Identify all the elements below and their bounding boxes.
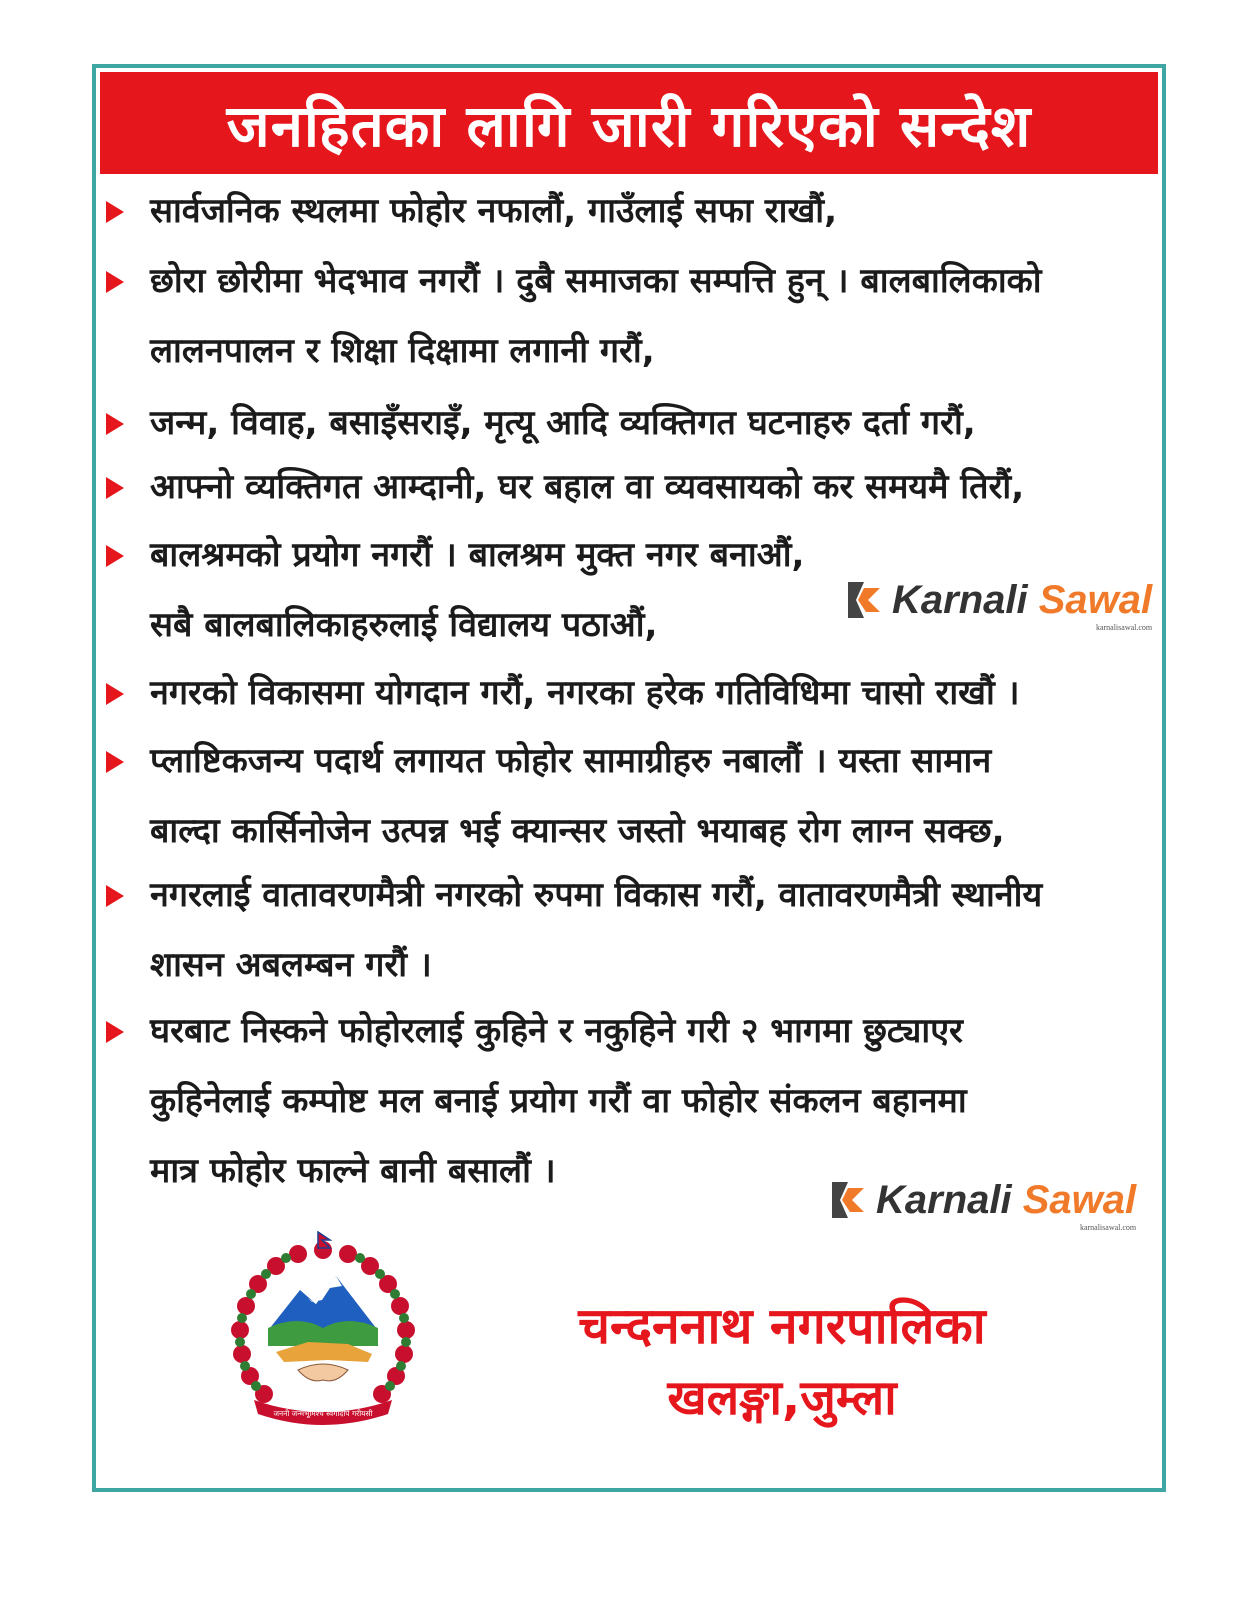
red-triangle-bullet-icon	[106, 545, 124, 567]
municipality-location: खलङ्गा,जुम्ला	[667, 1370, 897, 1426]
brand-karnali: Karnali	[892, 578, 1028, 622]
red-triangle-bullet-icon	[106, 413, 124, 435]
brand-karnali: Karnali	[876, 1178, 1012, 1222]
red-triangle-bullet-icon	[106, 885, 124, 907]
red-triangle-bullet-icon	[106, 201, 124, 223]
message-line: सबै बालबालिकाहरुलाई विद्यालय पठाऔं,	[150, 605, 658, 645]
message-line: शासन अबलम्बन गरौं ।	[150, 945, 432, 985]
message-line: घरबाट निस्कने फोहोरलाई कुहिने र नकुहिने गरी २ भागमा छुट्याएर	[150, 1011, 963, 1051]
message-line: जन्म, विवाह, बसाइँसराइँ, मृत्यू आदि व्यक्तिगत घटनाहरु दर्ता गरौं,	[150, 403, 976, 443]
red-triangle-bullet-icon	[106, 477, 124, 499]
message-line: बाल्दा कार्सिनोजेन उत्पन्न भई क्यान्सर जस्तो भयाबह रोग लाग्न सक्छ,	[150, 811, 1005, 851]
municipality-name: चन्दननाथ नगरपालिका	[578, 1297, 986, 1355]
message-line: लालनपालन र शिक्षा दिक्षामा लगानी गरौं,	[150, 331, 655, 371]
red-triangle-bullet-icon	[106, 683, 124, 705]
message-line: कुहिनेलाई कम्पोष्ट मल बनाई प्रयोग गरौं वा फोहोर संकलन बहानमा	[150, 1081, 967, 1121]
red-triangle-bullet-icon	[106, 751, 124, 773]
red-triangle-bullet-icon	[106, 271, 124, 293]
watermark-karnali-sawal-2	[826, 1178, 1137, 1232]
emblem-motto: जननी जन्मभूमिश्च स्वर्गादपि गरीयसी	[273, 1409, 373, 1418]
message-line: नगरको विकासमा योगदान गरौं, नगरका हरेक गतिविधिमा चासो राखौं ।	[150, 673, 1020, 713]
karnali-sawal-logo-icon	[826, 1178, 870, 1222]
nepal-emblem-icon	[218, 1228, 428, 1438]
message-line: छोरा छोरीमा भेदभाव नगरौं । दुबै समाजका सम्पत्ति हुन् । बालबालिकाको	[150, 261, 1042, 301]
brand-sawal: Sawal	[1038, 578, 1153, 622]
message-line: नगरलाई वातावरणमैत्री नगरको रुपमा विकास गरौं, वातावरणमैत्री स्थानीय	[150, 875, 1043, 915]
watermark-karnali-sawal	[842, 578, 1153, 632]
brand-url: karnalisawal.com	[1095, 623, 1153, 632]
message-line: प्लाष्टिकजन्य पदार्थ लगायत फोहोर सामाग्रीहरु नबालौं । यस्ता सामान	[150, 741, 992, 781]
brand-url: karnalisawal.com	[1079, 1223, 1137, 1232]
notice-title: जनहितका लागि जारी गरिएको सन्देश	[226, 91, 1032, 160]
message-line: बालश्रमको प्रयोग नगरौं । बालश्रम मुक्त नगर बनाऔं,	[150, 535, 805, 575]
title-banner	[100, 72, 1158, 174]
message-line: मात्र फोहोर फाल्ने बानी बसालौं ।	[150, 1151, 556, 1191]
message-line: सार्वजनिक स्थलमा फोहोर नफालौं, गाउँलाई सफा राखौं,	[150, 191, 838, 231]
message-line: आफ्नो व्यक्तिगत आम्दानी, घर बहाल वा व्यवसायको कर समयमै तिरौं,	[150, 467, 1025, 507]
red-triangle-bullet-icon	[106, 1021, 124, 1043]
brand-sawal: Sawal	[1022, 1178, 1137, 1222]
karnali-sawal-logo-icon	[842, 578, 886, 622]
